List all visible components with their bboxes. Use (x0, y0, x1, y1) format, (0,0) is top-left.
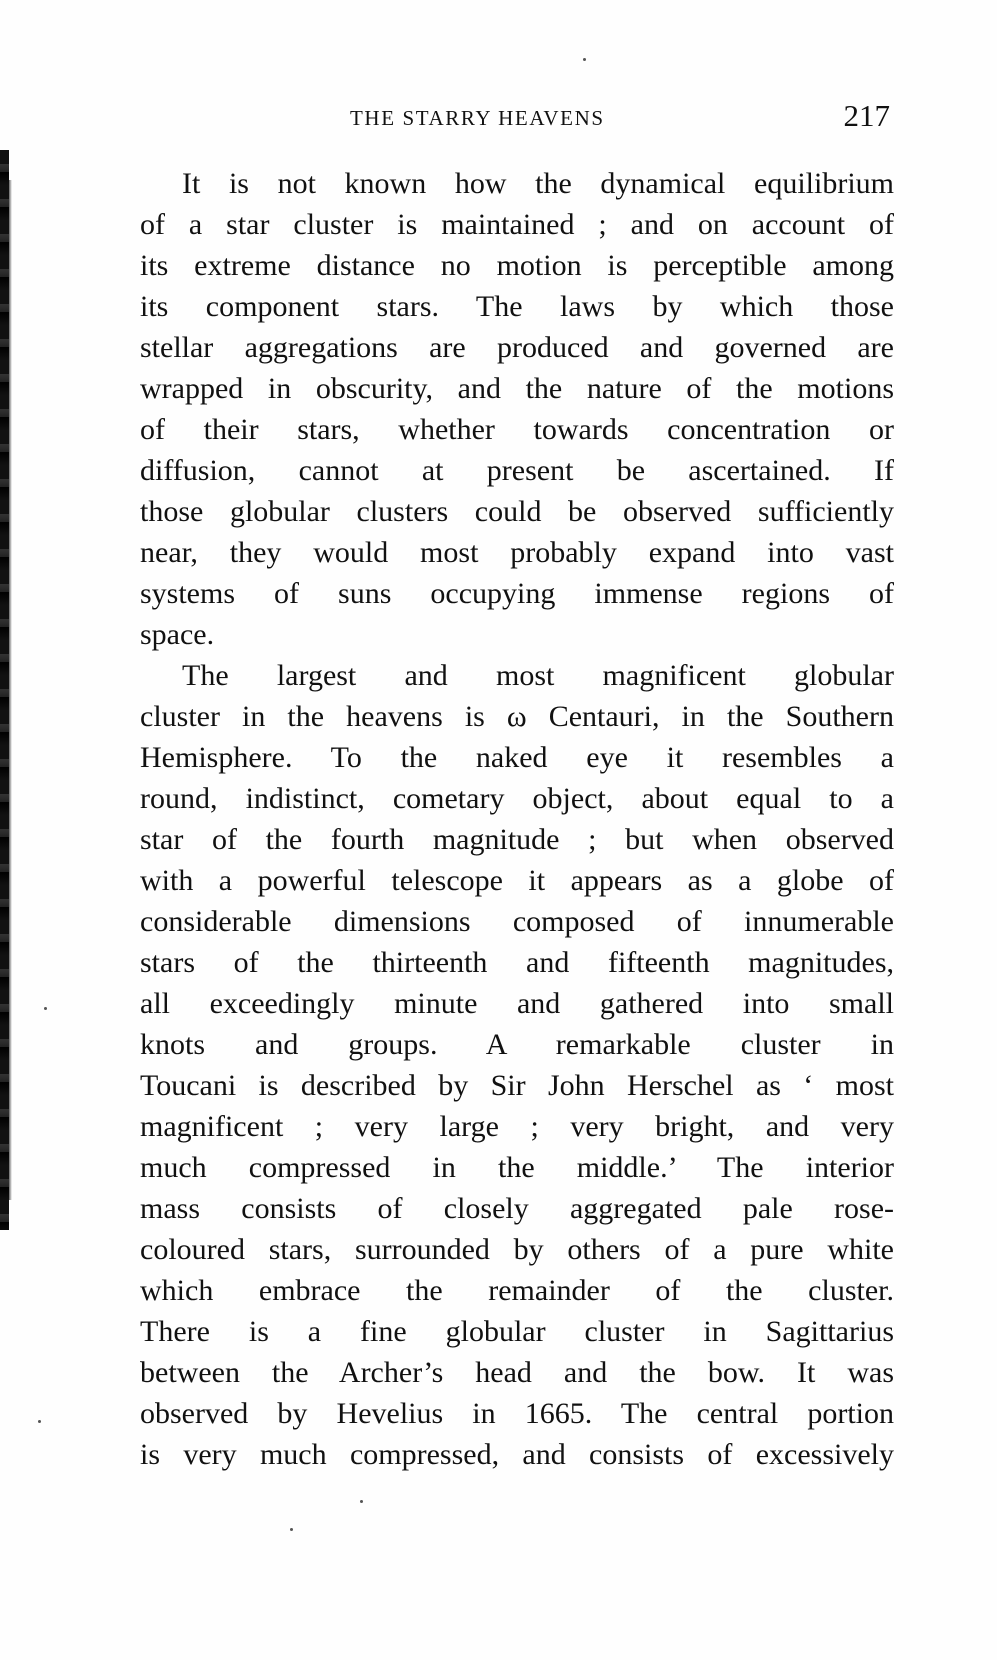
running-title: THE STARRY HEAVENS (350, 106, 605, 130)
text-line: Hemisphere. To the naked eye it resembles a (140, 741, 894, 774)
text-line: those globular clusters could be observed sufficiently (140, 495, 894, 528)
text-line: knots and groups. A remarkable cluster in (140, 1028, 894, 1061)
text-line: of a star cluster is maintained ; and on account of (140, 208, 894, 241)
text-line: observed by Hevelius in 1665. The central portion (140, 1397, 894, 1430)
text-line: its extreme distance no motion is perceptible among (140, 249, 894, 282)
text-line: There is a fine globular cluster in Sagittarius (140, 1315, 894, 1348)
text-line: is very much compressed, and consists of excessively (140, 1438, 894, 1471)
text-line: near, they would most probably expand into vast (140, 536, 894, 569)
running-header (140, 98, 890, 148)
text-line: Toucani is described by Sir John Herschel as ‘ most (140, 1069, 894, 1102)
text-line: wrapped in obscurity, and the nature of the motions (140, 372, 894, 405)
text-line: its component stars. The laws by which those (140, 290, 894, 323)
body-text (140, 163, 894, 1475)
binding-shadow (9, 180, 12, 1200)
text-line: cluster in the heavens is ω Centauri, in the Southern (140, 700, 894, 733)
text-line: considerable dimensions composed of innumerable (140, 905, 894, 938)
ink-speck (290, 1528, 293, 1531)
text-line: space. (140, 618, 215, 651)
ink-speck (583, 58, 586, 61)
text-line: which embrace the remainder of the cluster. (140, 1274, 894, 1307)
page-number: 217 (843, 98, 890, 133)
text-line: The largest and most magnificent globular (182, 659, 894, 692)
ink-speck (44, 1007, 47, 1010)
text-line: star of the fourth magnitude ; but when observed (140, 823, 894, 856)
text-line: magnificent ; very large ; very bright, and very (140, 1110, 894, 1143)
binding-edge (0, 150, 9, 1230)
text-line: mass consists of closely aggregated pale rose- (140, 1192, 894, 1225)
text-line: all exceedingly minute and gathered into small (140, 987, 894, 1020)
text-line: round, indistinct, cometary object, about equal to a (140, 782, 894, 815)
text-line: stars of the thirteenth and fifteenth magnitudes, (140, 946, 894, 979)
ink-speck (360, 1500, 363, 1503)
ink-speck (38, 1420, 41, 1423)
text-line: coloured stars, surrounded by others of a pure white (140, 1233, 894, 1266)
text-line: stellar aggregations are produced and governed are (140, 331, 894, 364)
text-line: of their stars, whether towards concentration or (140, 413, 894, 446)
text-line: with a powerful telescope it appears as a globe of (140, 864, 894, 897)
text-line: between the Archer’s head and the bow. It was (140, 1356, 894, 1389)
text-line: systems of suns occupying immense regions of (140, 577, 894, 610)
text-line: It is not known how the dynamical equilibrium (182, 167, 894, 200)
text-line: much compressed in the middle.’ The interior (140, 1151, 894, 1184)
text-line: diffusion, cannot at present be ascertained. If (140, 454, 894, 487)
